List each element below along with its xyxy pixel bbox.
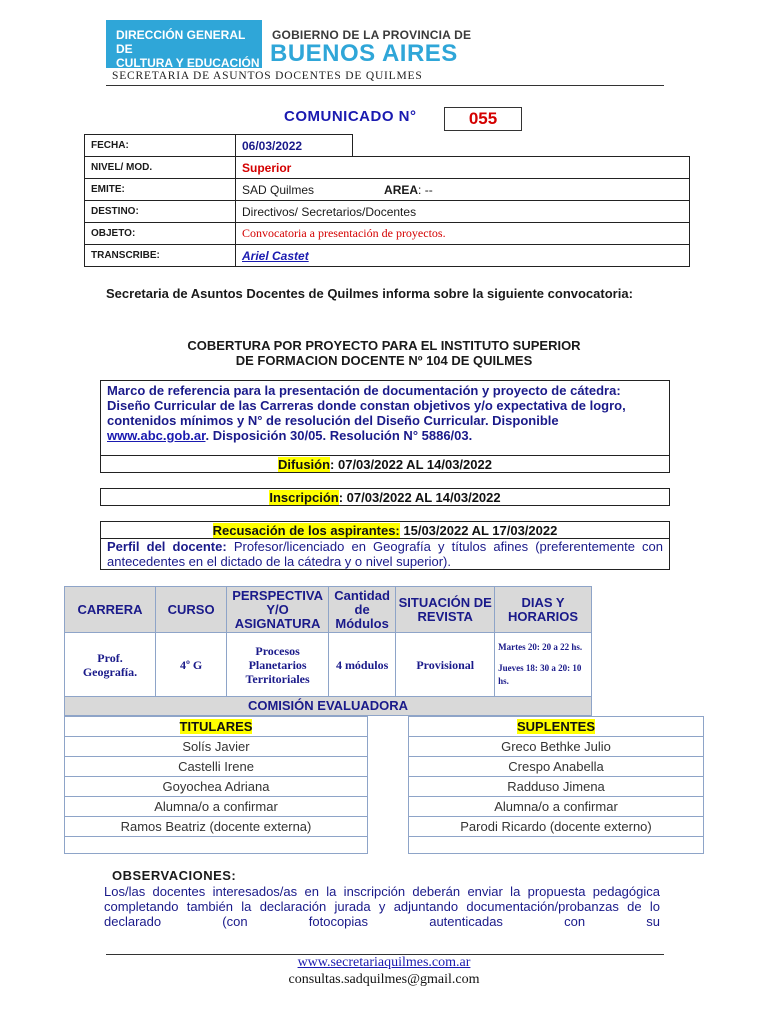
suplente-row	[409, 777, 704, 797]
suplentes-table	[408, 716, 704, 854]
footer-website-link[interactable]: www.secretariaquilmes.com.ar	[297, 955, 471, 970]
emite-value: SAD Quilmes	[242, 182, 315, 197]
cobertura-line1: COBERTURA POR PROYECTO PARA EL INSTITUTO SUPERIOR	[187, 338, 581, 353]
comunicado-number: 055	[444, 107, 522, 131]
suplente-name: Alumna/o a confirmar	[409, 797, 704, 817]
asignatura-line1: Procesos	[255, 643, 300, 658]
suplente-name: Radduso Jimena	[409, 777, 704, 797]
titulares-label: TITULARES	[179, 719, 253, 734]
header-dias	[495, 587, 592, 633]
destino-label: DESTINO:	[85, 201, 236, 223]
area-label: AREA	[384, 182, 419, 197]
cell-curso: 4º G	[155, 633, 226, 697]
logo-left-line1: DIRECCIÓN GENERAL DE	[116, 28, 246, 56]
marco-text-after: . Disposición 30/05. Resolución N° 5886/03.	[205, 428, 473, 443]
emite-label: EMITE:	[85, 179, 236, 201]
transcribe-value: Ariel Castet	[242, 248, 309, 263]
suplente-name: Parodi Ricardo (docente externo)	[409, 817, 704, 837]
observaciones-title: OBSERVACIONES:	[112, 868, 237, 883]
asignatura-line3: Territoriales	[245, 671, 310, 686]
titular-name: Solís Javier	[65, 737, 368, 757]
marco-text-before: Marco de referencia para la presentación de documentación y proyecto de cátedra: Diseño Curricular de las Carreras donde constan objetivos y/o expectativa de logro, contenidos mínimos y N° de resolución del Diseño Curricular. Disponible	[107, 383, 626, 428]
objeto-label: OBJETO:	[85, 223, 236, 245]
difusion-value: : 07/03/2022 AL 14/03/2022	[330, 457, 492, 472]
suplentes-header-row	[409, 717, 704, 737]
nivel-label: NIVEL/ MOD.	[85, 157, 236, 179]
cell-asignatura	[227, 633, 329, 697]
inscripcion-box	[100, 488, 670, 506]
cell-carrera	[65, 633, 156, 697]
fecha-empty	[353, 135, 690, 157]
fecha-value: 06/03/2022	[236, 135, 353, 157]
emite-cell	[236, 179, 690, 201]
recusacion-box	[100, 521, 670, 539]
suplentes-header	[409, 717, 704, 737]
gobierno-bsas-logo	[266, 20, 476, 68]
header-dias-line2: HORARIOS	[508, 608, 579, 624]
marco-referencia-box	[100, 380, 670, 456]
logo-right-line2: BUENOS AIRES	[270, 40, 458, 67]
inscripcion-value: : 07/03/2022 AL 14/03/2022	[338, 490, 501, 505]
titular-row	[65, 777, 368, 797]
header-situacion-line1: SITUACIÓN DE	[398, 594, 492, 610]
logo-left-line2: CULTURA Y EDUCACIÓN	[116, 56, 260, 70]
suplente-row	[409, 817, 704, 837]
objeto-row	[85, 223, 690, 245]
header-perspectiva-line1: PERSPECTIVA	[232, 587, 323, 603]
cargo-data-row	[65, 633, 592, 697]
header-situacion	[396, 587, 495, 633]
suplente-empty	[409, 837, 704, 854]
horario-line2: Jueves 18: 30 a 20: 10 hs.	[498, 663, 582, 686]
difusion-label: Difusión	[278, 457, 331, 472]
asignatura-line2: Planetarios	[248, 657, 307, 672]
header-cantidad-line3: Módulos	[335, 615, 389, 631]
header-dias-line1: DIAS Y	[521, 594, 565, 610]
suplente-row	[409, 757, 704, 777]
area-value: : --	[418, 182, 433, 197]
titular-empty	[65, 837, 368, 854]
titular-name: Alumna/o a confirmar	[65, 797, 368, 817]
observaciones-text: Los/las docentes interesados/as en la inscripción deberán enviar la propuesta pedagógica completando también la declaración jurada y adjuntando documentación/probanzas de lo declarado (con fotocopias autenticadas con su	[104, 884, 660, 929]
titular-name: Ramos Beatriz (docente externa)	[65, 817, 368, 837]
cobertura-title	[100, 338, 668, 368]
objeto-value: Convocatoria a presentación de proyectos.	[236, 223, 690, 245]
destino-value: Directivos/ Secretarios/Docentes	[236, 201, 690, 223]
cell-modulos: 4 módulos	[328, 633, 395, 697]
info-table	[84, 134, 690, 267]
suplente-row	[409, 737, 704, 757]
transcribe-row	[85, 245, 690, 267]
intro-text: Secretaria de Asuntos Docentes de Quilmes informa sobre la siguiente convocatoria:	[106, 286, 633, 301]
difusion-box	[100, 455, 670, 473]
abc-link[interactable]: www.abc.gob.ar	[107, 428, 206, 443]
titulares-header	[65, 717, 368, 737]
cargo-table	[64, 586, 592, 697]
direccion-general-logo	[106, 20, 262, 68]
fecha-row	[85, 135, 690, 157]
suplente-name: Greco Bethke Julio	[409, 737, 704, 757]
transcribe-cell	[236, 245, 690, 267]
titular-row	[65, 797, 368, 817]
recusacion-label: Recusación de los aspirantes:	[212, 523, 400, 538]
suplentes-label: SUPLENTES	[516, 719, 595, 734]
titulares-header-row	[65, 717, 368, 737]
carrera-line1: Prof.	[97, 650, 123, 665]
destino-row	[85, 201, 690, 223]
perfil-text: Profesor/licenciado en Geografía y títulos afines (preferentemente con antecedentes en el dictado de la cátedra y o nivel superior).	[107, 539, 663, 569]
titular-name: Castelli Irene	[65, 757, 368, 777]
header-divider	[106, 85, 664, 86]
footer-email: consultas.sadquilmes@gmail.com	[288, 972, 480, 987]
comision-evaluadora-title: COMISIÓN EVALUADORA	[64, 696, 592, 716]
header-cantidad	[328, 587, 395, 633]
titular-row	[65, 817, 368, 837]
recusacion-value: 15/03/2022 AL 17/03/2022	[399, 523, 558, 538]
titular-row	[65, 737, 368, 757]
header-perspectiva-line2: Y/O	[266, 601, 289, 617]
nivel-value: Superior	[236, 157, 690, 179]
perfil-box	[100, 538, 670, 570]
titular-row	[65, 757, 368, 777]
header-carrera: CARRERA	[65, 587, 156, 633]
cobertura-line2: DE FORMACION DOCENTE Nº 104 DE QUILMES	[235, 353, 533, 368]
suplente-row	[409, 797, 704, 817]
secretaria-header: SECRETARIA DE ASUNTOS DOCENTES DE QUILMES	[112, 70, 423, 82]
inscripcion-label: Inscripción	[269, 490, 339, 505]
logo-right-line1: GOBIERNO DE LA PROVINCIA DE	[272, 28, 472, 42]
nivel-row	[85, 157, 690, 179]
header-situacion-line2: REVISTA	[417, 608, 473, 624]
titular-name: Goyochea Adriana	[65, 777, 368, 797]
suplente-name: Crespo Anabella	[409, 757, 704, 777]
header-perspectiva	[227, 587, 329, 633]
emite-row	[85, 179, 690, 201]
header-cantidad-line1: Cantidad	[334, 587, 390, 603]
cell-horarios	[495, 633, 592, 697]
header-perspectiva-line3: ASIGNATURA	[234, 615, 321, 631]
perfil-label: Perfil del docente:	[107, 539, 227, 554]
horario-line1: Martes 20: 20 a 22 hs.	[498, 642, 583, 652]
cell-situacion: Provisional	[396, 633, 495, 697]
titular-empty-row	[65, 837, 368, 854]
header-cantidad-line2: de	[354, 601, 370, 617]
titulares-table	[64, 716, 368, 854]
fecha-label: FECHA:	[85, 135, 236, 157]
cargo-header-row	[65, 587, 592, 633]
transcribe-label: TRANSCRIBE:	[85, 245, 236, 267]
comunicado-label: COMUNICADO N°	[284, 108, 417, 125]
suplente-empty-row	[409, 837, 704, 854]
carrera-line2: Geografía.	[82, 664, 138, 679]
header-curso: CURSO	[155, 587, 226, 633]
